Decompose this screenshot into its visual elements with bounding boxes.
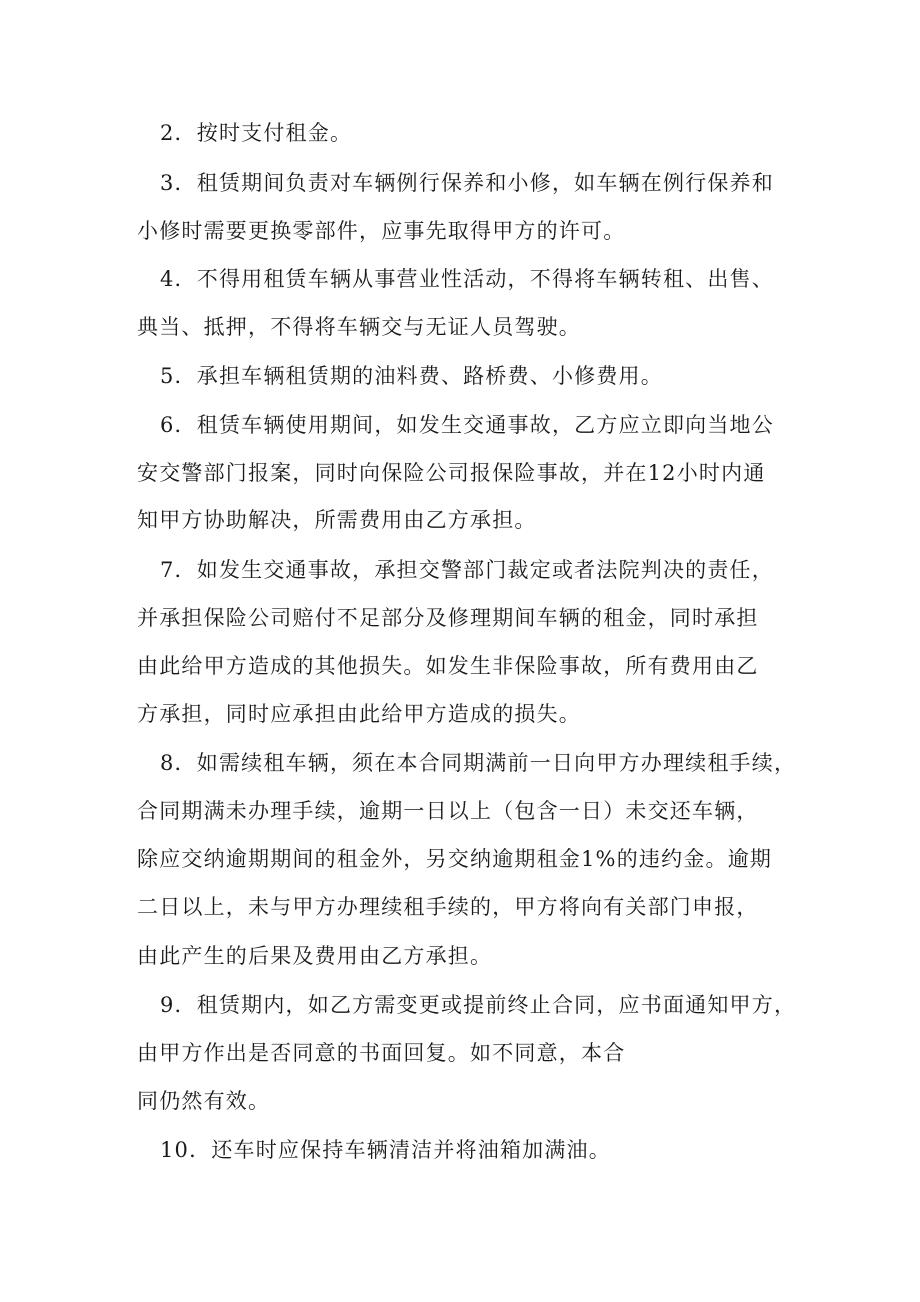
clause-8-line-1: 8．如需续租车辆，须在本合同期满前一日向甲方办理续租手续， <box>160 751 797 775</box>
clause-4-line-1: 4．不得用租赁车辆从事营业性活动，不得将车辆转租、出售、 <box>160 267 774 291</box>
clause-9-line-1: 9．租赁期内，如乙方需变更或提前终止合同，应书面通知甲方， <box>160 993 797 1017</box>
clause-3-line-1: 3．租赁期间负责对车辆例行保养和小修，如车辆在例行保养和 <box>160 171 774 195</box>
clause-8-line-4: 二日以上，未与甲方办理续租手续的，甲方将向有关部门申报， <box>137 895 759 919</box>
clause-2-line-1: 2．按时支付租金。 <box>160 121 353 145</box>
clause-8-line-3: 除应交纳逾期期间的租金外，另交纳逾期租金1%的违约金。逾期 <box>137 847 773 871</box>
clause-10-line-1: 10．还车时应保持车辆清洁并将油箱加满油。 <box>160 1138 611 1162</box>
clause-9-line-2: 由甲方作出是否同意的书面回复。如不同意，本合 <box>137 1041 626 1065</box>
clause-7-line-3: 由此给甲方造成的其他损失。如发生非保险事故，所有费用由乙 <box>137 654 759 678</box>
clause-6-line-3: 知甲方协助解决，所需费用由乙方承担。 <box>137 508 537 532</box>
clause-5-line-1: 5．承担车辆租赁期的油料费、路桥费、小修费用。 <box>160 364 663 388</box>
clause-7-line-4: 方承担，同时应承担由此给甲方造成的损失。 <box>137 702 581 726</box>
clause-6-line-2: 安交警部门报案，同时向保险公司报保险事故，并在12小时内通 <box>137 461 766 485</box>
clause-3-line-2: 小修时需要更换零部件，应事先取得甲方的许可。 <box>137 219 626 243</box>
clause-4-line-2: 典当、抵押，不得将车辆交与无证人员驾驶。 <box>137 315 581 339</box>
clause-8-line-5: 由此产生的后果及费用由乙方承担。 <box>137 944 493 968</box>
clause-7-line-1: 7．如发生交通事故，承担交警部门裁定或者法院判决的责任， <box>160 558 774 582</box>
clause-8-line-2: 合同期满未办理手续，逾期一日以上（包含一日）未交还车辆， <box>137 799 759 823</box>
clause-6-line-1: 6．租赁车辆使用期间，如发生交通事故，乙方应立即向当地公 <box>160 413 774 437</box>
clause-7-line-2: 并承担保险公司赔付不足部分及修理期间车辆的租金，同时承担 <box>137 606 759 630</box>
clause-9-line-3: 同仍然有效。 <box>137 1089 271 1113</box>
